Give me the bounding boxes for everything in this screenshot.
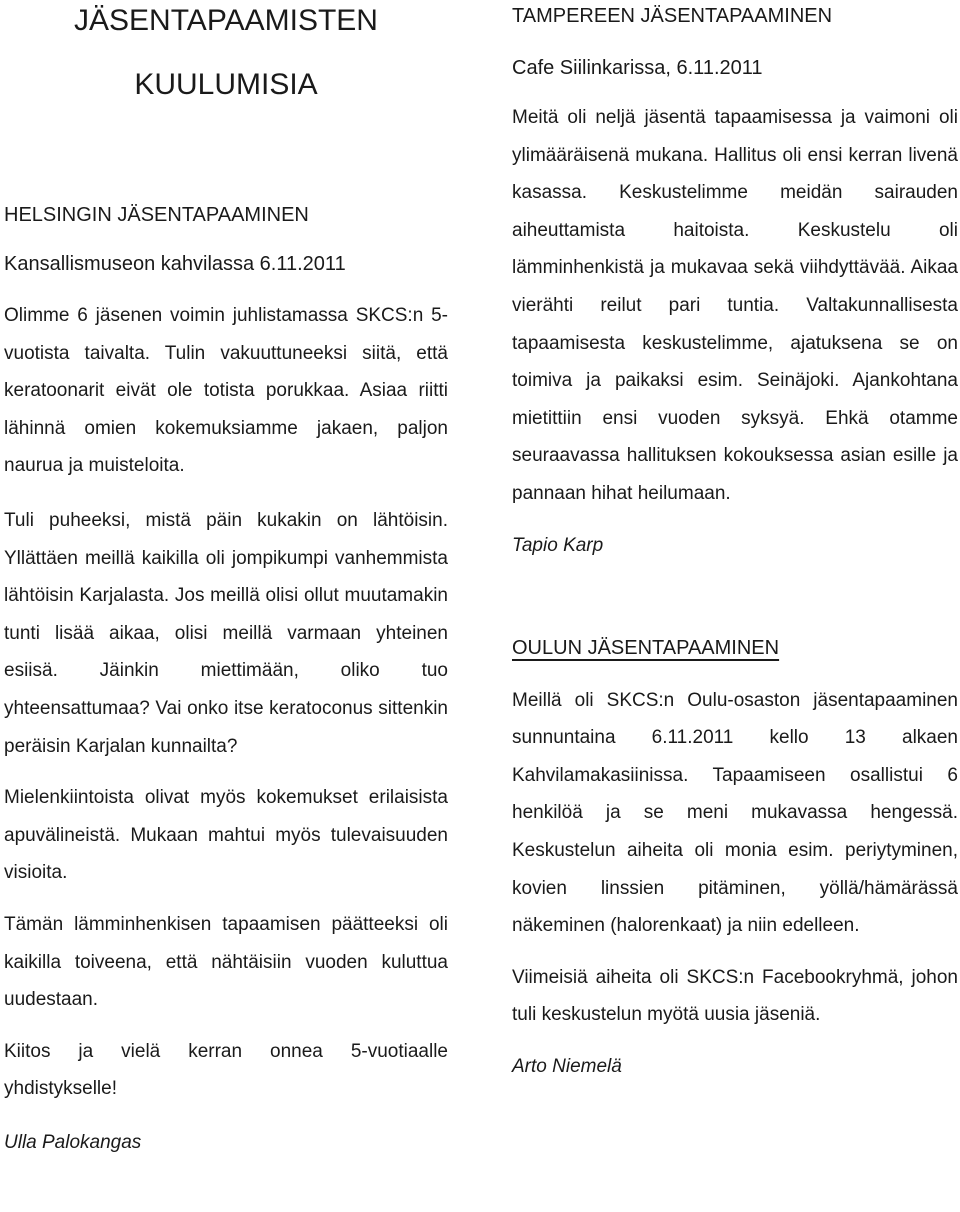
helsinki-paragraph-3: Mielenkiintoista olivat myös kokemukset erilaisista apuvälineistä. Mukaan mahtui myös tulevaisuuden visioita.: [4, 787, 448, 884]
left-column: [4, 0, 448, 1161]
helsinki-paragraph-4: Tämän lämminhenkisen tapaamisen päätteeksi oli kaikilla toiveena, että nähtäisiin vuoden kuluttua uudestaan.: [4, 913, 448, 1011]
helsinki-paragraph-1: Olimme 6 jäsenen voimin juhlistamassa SKCS:n 5-vuotista taivalta. Tulin vakuuttuneeksi siitä, että keratoonarit eivät ole totista porukkaa. Asiaa riitti lähinnä omien kokemuksiamme jakaen, paljon naurua ja muisteloita.: [4, 305, 448, 477]
main-title-line-2: KUULUMISIA: [134, 68, 318, 101]
right-column: [512, 0, 958, 1085]
tampere-subtitle: Cafe Siilinkarissa, 6.11.2011: [512, 57, 763, 79]
oulu-heading: OULUN JÄSENTAPAAMINEN: [512, 636, 780, 659]
tampere-paragraph: Meitä oli neljä jäsentä tapaamisessa ja vaimoni oli ylimääräisenä mukana. Hallitus oli ensi kerran livenä kasassa. Keskustelimme meidän sairauden aiheuttamista haitoista. Keskustelu oli lämminhenkistä ja mukavaa sekä viihdyttävää. Aikaa vierähti reilut pari tuntia. Valtakunnallisesta tapaamisesta keskustelimme, ajatuksena se on toimiva ja paikaksi esim. Seinäjoki. Ajankohtana mietittiin ensi vuoden syksyä. Ehkä otamme seuraavassa hallituksen kokouksessa asian esille ja pannaan hihat heilumaan.: [512, 107, 958, 504]
oulu-signature: Arto Niemelä: [512, 1055, 622, 1077]
helsinki-paragraph-5: Kiitos ja vielä kerran onnea 5-vuotiaalle yhdistykselle!: [4, 1040, 448, 1100]
main-title-line-1: JÄSENTAPAAMISTEN: [74, 4, 378, 37]
oulu-paragraph-1: Meillä oli SKCS:n Oulu-osaston jäsentapaaminen sunnuntaina 6.11.2011 kello 13 alkaen Kahvilamakasiinissa. Tapaamiseen osallistui 6 henkilöä ja se meni mukavassa hengessä. Keskustelun aiheita oli monia esim. periytyminen, kovien linssien pitäminen, yöllä/hämärässä näkeminen (halorenkaat) ja niin edelleen.: [512, 689, 958, 937]
tampere-heading: TAMPEREEN JÄSENTAPAAMINEN: [512, 5, 833, 27]
helsinki-subtitle: Kansallismuseon kahvilassa 6.11.2011: [4, 253, 346, 275]
helsinki-heading: HELSINGIN JÄSENTAPAAMINEN: [4, 204, 309, 226]
helsinki-signature: Ulla Palokangas: [4, 1131, 142, 1153]
oulu-paragraph-2: Viimeisiä aiheita oli SKCS:n Facebookryhmä, johon tuli keskustelun myötä uusia jäseniä.: [512, 966, 958, 1026]
tampere-signature: Tapio Karp: [512, 534, 604, 556]
helsinki-paragraph-2: Tuli puheeksi, mistä päin kukakin on lähtöisin. Yllättäen meillä kaikilla oli jompikumpi vanhemmista lähtöisin Karjalasta. Jos meillä olisi ollut muutamakin tunti lisää aikaa, olisi meillä varmaan yhteinen esiisä. Jäinkin miettimään, oliko tuo yhteensattumaa? Vai onko itse keratoconus sittenkin peräisin Karjalan kunnailta?: [4, 509, 448, 757]
